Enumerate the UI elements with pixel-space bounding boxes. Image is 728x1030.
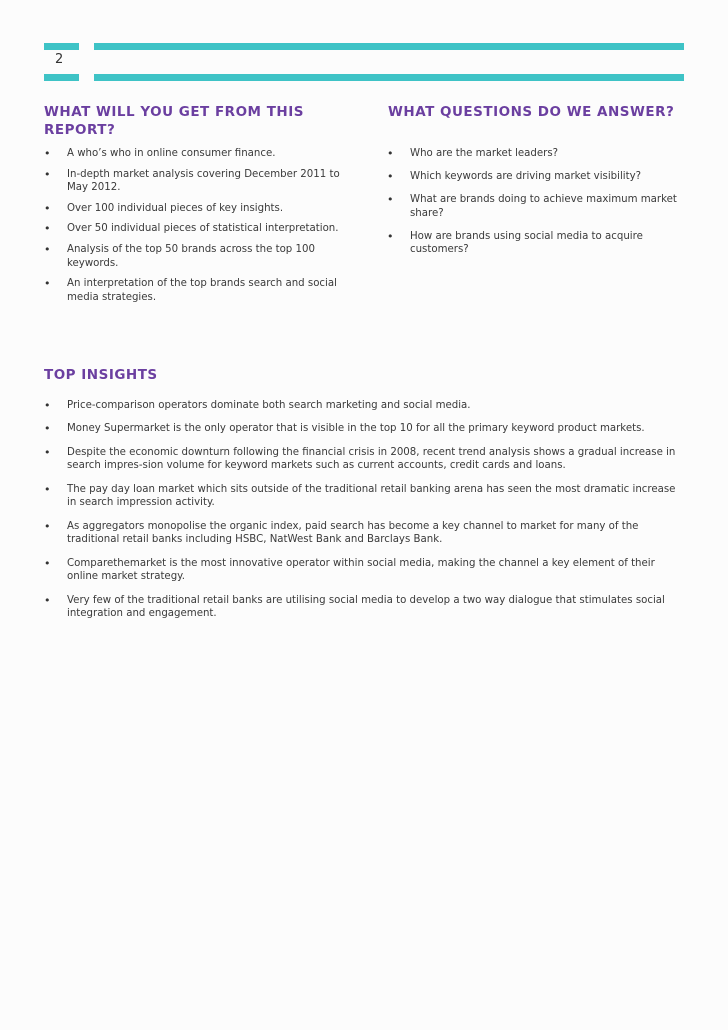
list-item: • Money Supermarket is the only operator that is visible in the top 10 for all the primary keyword product markets. bbox=[44, 422, 684, 436]
what-you-get-heading: WHAT WILL YOU GET FROM THIS REPORT? bbox=[44, 104, 304, 138]
list-item: • Who are the market leaders? bbox=[387, 147, 687, 161]
list-item: • An interpretation of the top brands search and social media strategies. bbox=[44, 277, 354, 304]
list-item: • Over 50 individual pieces of statistical interpretation. bbox=[44, 222, 354, 236]
header-rule-long bbox=[94, 43, 684, 50]
list-item: • Comparethemarket is the most innovative operator within social media, making the channel a key element of their online market strategy. bbox=[44, 557, 684, 584]
questions-list bbox=[387, 147, 687, 267]
list-item: • How are brands using social media to acquire customers? bbox=[387, 230, 687, 257]
top-insights-list bbox=[44, 399, 684, 631]
list-item: • Despite the economic downturn following the financial crisis in 2008, recent trend analysis shows a gradual increase in search impres-sion volume for keyword markets such as current accounts, credit cards and loans. bbox=[44, 446, 684, 473]
questions-heading: WHAT QUESTIONS DO WE ANSWER? bbox=[388, 104, 675, 120]
list-item: • Price-comparison operators dominate both search marketing and social media. bbox=[44, 399, 684, 413]
list-item: • Over 100 individual pieces of key insights. bbox=[44, 202, 354, 216]
list-item: • Analysis of the top 50 brands across the top 100 keywords. bbox=[44, 243, 354, 270]
page-number: 2 bbox=[55, 52, 64, 67]
list-item: • The pay day loan market which sits outside of the traditional retail banking arena has seen the most dramatic increase in search impression activity. bbox=[44, 483, 684, 510]
list-item: • Which keywords are driving market visibility? bbox=[387, 170, 687, 184]
header-rule-short-lower bbox=[44, 74, 79, 81]
top-insights-heading: TOP INSIGHTS bbox=[44, 367, 158, 383]
list-item: • What are brands doing to achieve maximum market share? bbox=[387, 193, 687, 220]
header-rule-short bbox=[44, 43, 79, 50]
what-you-get-list bbox=[44, 147, 354, 311]
list-item: • As aggregators monopolise the organic index, paid search has become a key channel to market for many of the traditional retail banks including HSBC, NatWest Bank and Barclays Bank. bbox=[44, 520, 684, 547]
list-item: • A who’s who in online consumer finance. bbox=[44, 147, 354, 161]
header-rule-long-lower bbox=[94, 74, 684, 81]
list-item: • In-depth market analysis covering December 2011 to May 2012. bbox=[44, 168, 354, 195]
list-item: • Very few of the traditional retail banks are utilising social media to develop a two way dialogue that stimulates social integration and engagement. bbox=[44, 594, 684, 621]
